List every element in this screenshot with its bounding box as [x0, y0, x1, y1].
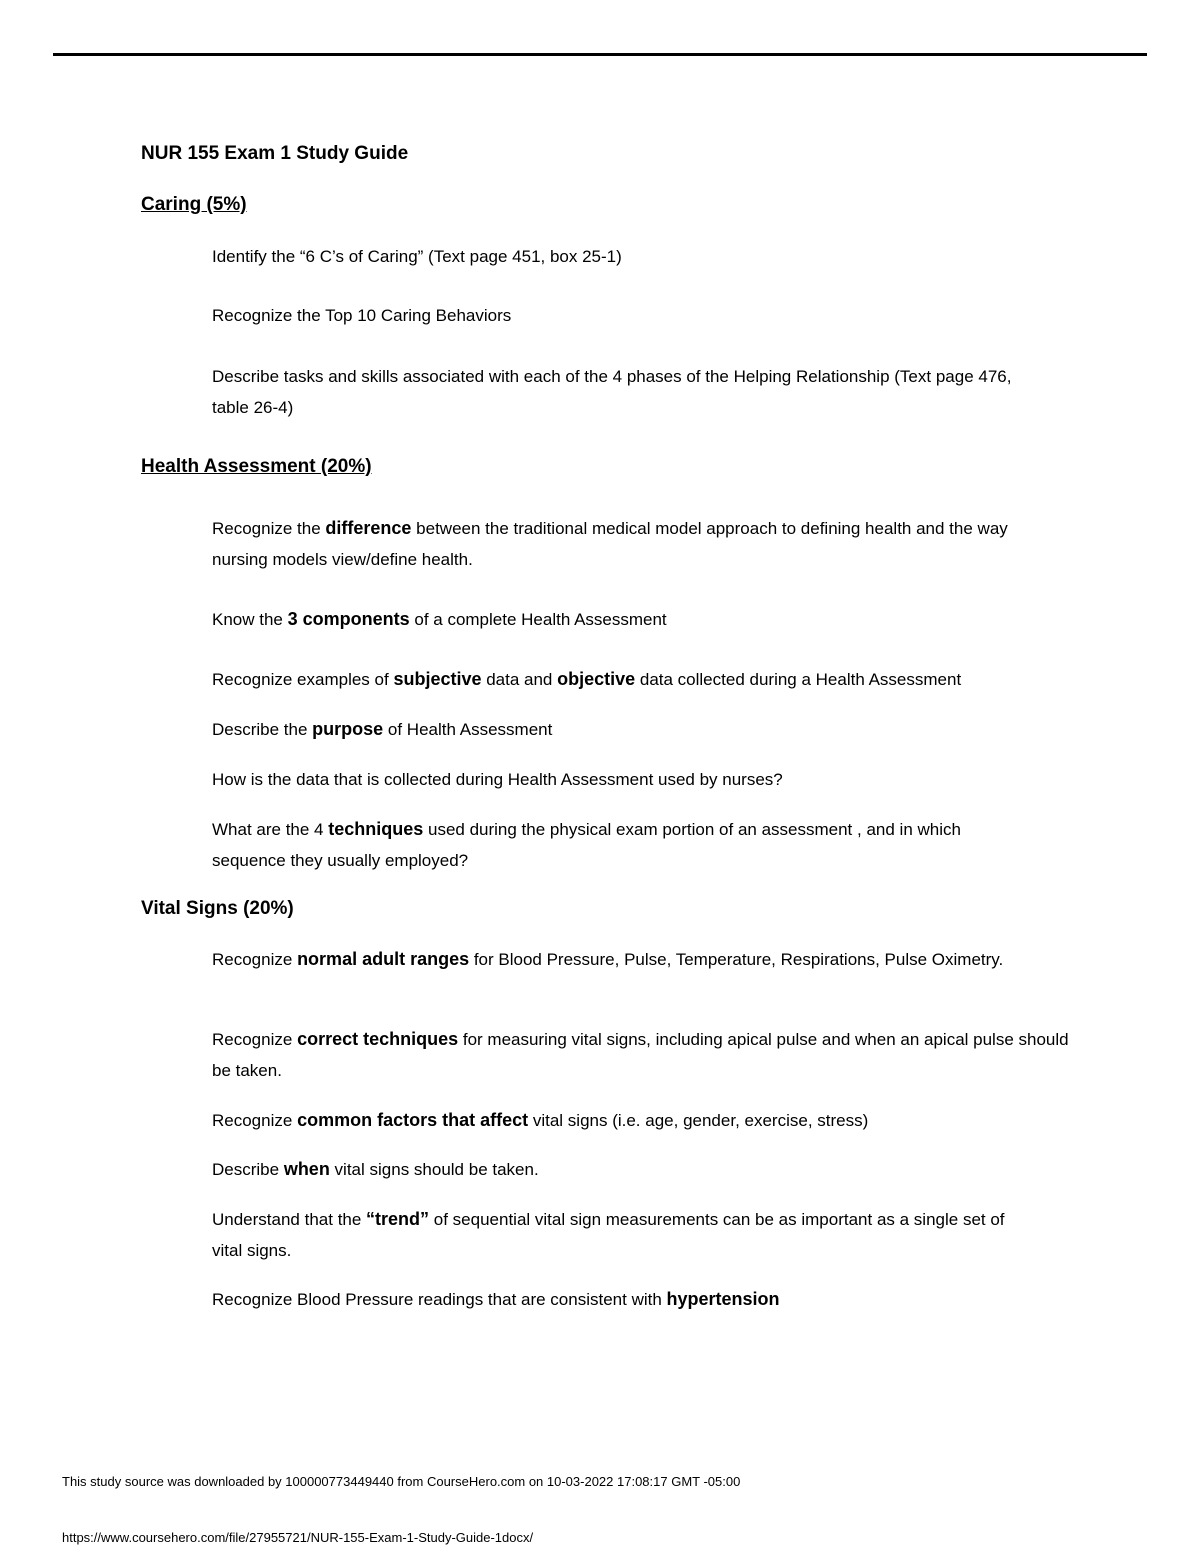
list-item: What are the 4 techniques used during the physical exam portion of an assessment , and in which sequence they usually employed?	[212, 819, 961, 870]
list-item: Recognize examples of subjective data and objective data collected during a Health Assessment	[212, 669, 962, 689]
list-item: Understand that the “trend” of sequential vital sign measurements can be as important as a single set of vital signs.	[212, 1209, 1005, 1260]
list-item: Recognize the Top 10 Caring Behaviors	[212, 306, 512, 325]
footer-source-note: This study source was downloaded by 100000773449440 from CourseHero.com on 10-03-2022 17:08:17 GMT -05:00	[62, 1474, 741, 1489]
list-item: Identify the “6 C’s of Caring” (Text page 451, box 25-1)	[212, 247, 622, 266]
list-item: Know the 3 components of a complete Health Assessment	[212, 609, 667, 629]
list-item: How is the data that is collected during Health Assessment used by nurses?	[212, 770, 783, 789]
section-heading-vital-signs: Vital Signs (20%)	[141, 898, 294, 919]
list-item: Recognize Blood Pressure readings that are consistent with hypertension	[212, 1289, 780, 1309]
page-title: NUR 155 Exam 1 Study Guide	[141, 143, 409, 164]
footer-url-link[interactable]: https://www.coursehero.com/file/27955721/NUR-155-Exam-1-Study-Guide-1docx/	[62, 1530, 534, 1545]
section-heading-health-assessment: Health Assessment (20%)	[141, 456, 372, 477]
top-rule	[53, 53, 1147, 56]
list-item: Describe tasks and skills associated with each of the 4 phases of the Helping Relationship (Text page 476, table 26-4)	[212, 367, 1012, 417]
list-item: Recognize common factors that affect vital signs (i.e. age, gender, exercise, stress)	[212, 1110, 869, 1130]
list-item: Recognize correct techniques for measuring vital signs, including apical pulse and when an apical pulse should be taken.	[212, 1029, 1069, 1080]
list-item: Describe the purpose of Health Assessment	[212, 719, 553, 739]
list-item: Recognize the difference between the traditional medical model approach to defining health and the way nursing models view/define health.	[212, 518, 1008, 569]
list-item: Recognize normal adult ranges for Blood Pressure, Pulse, Temperature, Respirations, Pulse Oximetry.	[212, 949, 1004, 969]
list-item: Describe when vital signs should be taken.	[212, 1159, 539, 1179]
section-heading-caring: Caring (5%)	[141, 194, 247, 215]
